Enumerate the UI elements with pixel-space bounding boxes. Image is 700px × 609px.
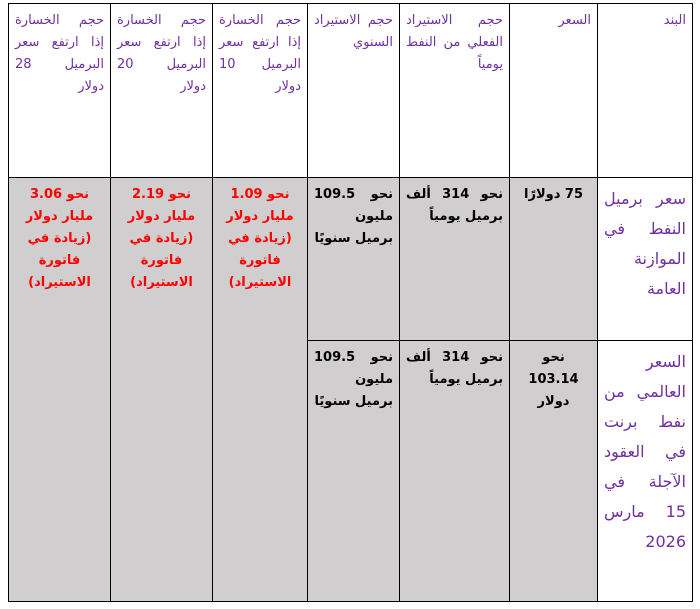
cell-price: 75 دولارًا (510, 178, 598, 341)
cell-actual-import: نحو 314 ألف برميل يومياً (400, 341, 510, 602)
oil-import-table (8, 3, 693, 602)
cell-loss-28: نحو 3.06 مليار دولار (زيادة في فاتورة الاستيراد) (9, 178, 111, 602)
header-row (9, 4, 693, 178)
header-loss-28: حجم الخسارة إذا ارتفع سعر البرميل 28 دولار (9, 4, 111, 178)
header-annual-import: حجم الاستيراد السنوي (308, 4, 400, 178)
table-row (9, 178, 693, 341)
cell-item: السعر العالمي من نفط برنت في العقود الآجلة في 15 مارس 2026 (598, 341, 693, 602)
cell-annual-import: نحو 109.5 مليون برميل سنويًا (308, 178, 400, 341)
header-price: السعر (510, 4, 598, 178)
cell-annual-import: نحو 109.5 مليون برميل سنويًا (308, 341, 400, 602)
cell-actual-import: نحو 314 ألف برميل يومياً (400, 178, 510, 341)
header-loss-10: حجم الخسارة إذا ارتفع سعر البرميل 10 دولار (213, 4, 308, 178)
header-actual-import: حجم الاستيراد الفعلي من النفط يومياً (400, 4, 510, 178)
cell-loss-10: نحو 1.09 مليار دولار (زيادة في فاتورة الاستيراد) (213, 178, 308, 602)
header-loss-20: حجم الخسارة إذا ارتفع سعر البرميل 20 دولار (111, 4, 213, 178)
cell-loss-20: نحو 2.19 مليار دولار (زيادة في فاتورة الاستيراد) (111, 178, 213, 602)
cell-price: نحو 103.14 دولار (510, 341, 598, 602)
cell-item: سعر برميل النفط في الموازنة العامة (598, 178, 693, 341)
header-item: البند (598, 4, 693, 178)
